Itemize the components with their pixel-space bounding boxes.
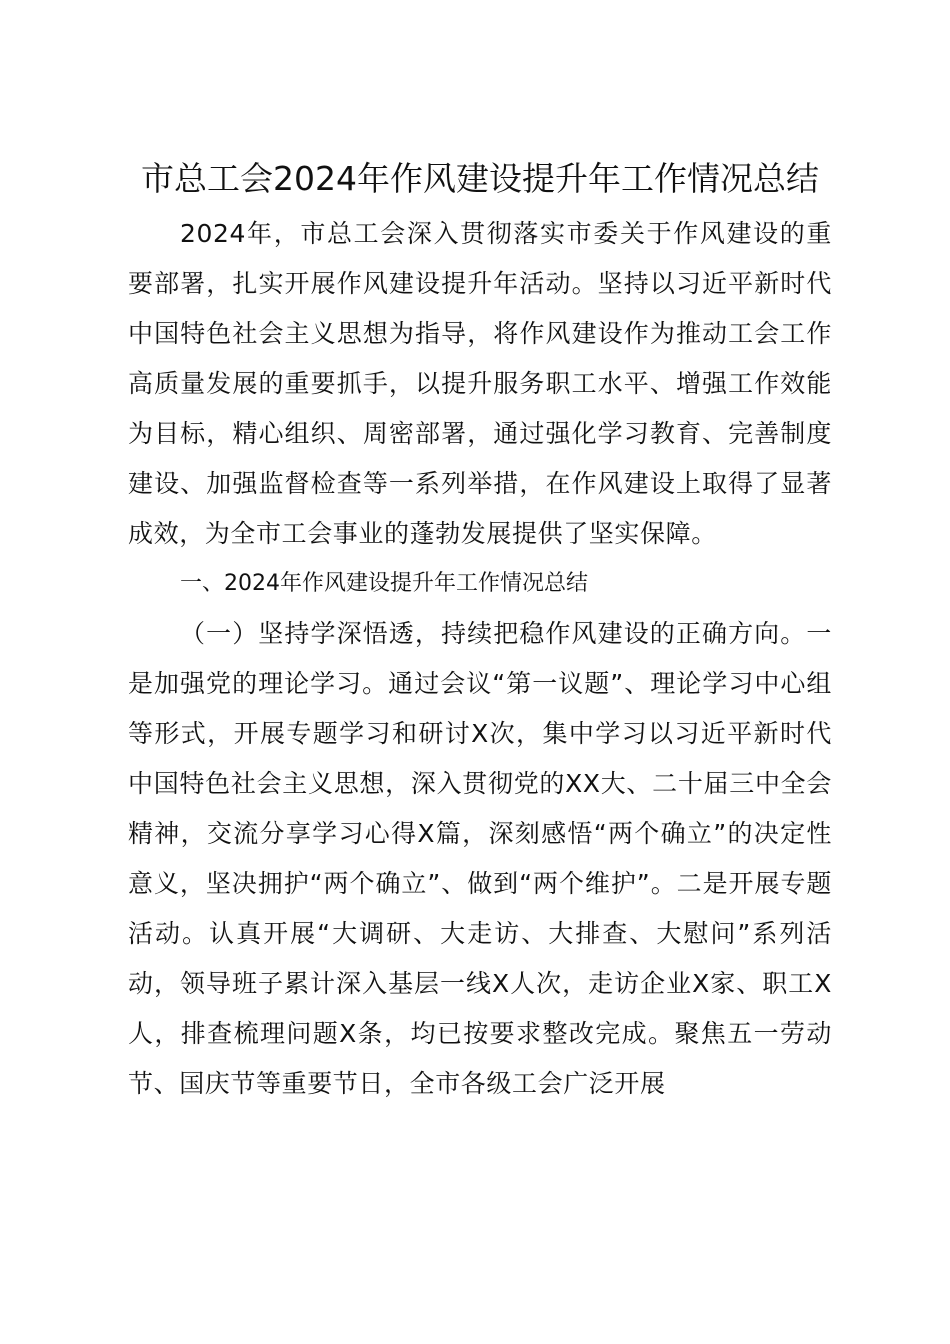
section-paragraph: （一）坚持学深悟透，持续把稳作风建设的正确方向。一是加强党的理论学习。通过会议“第一议题”、理论学习中心组等形式，开展专题学习和研讨X次，集中学习以习近平新时代中国特色社会主义思想，深入贯彻党的XX大、二十届三中全会精神，交流分享学习心得X篇，深刻感悟“两个确立”的决定性意义，坚决拥护“两个确立”、做到“两个维护”。二是开展专题活动。认真开展“大调研、大走访、大排查、大慰问”系列活动，领导班子累计深入基层一线X人次，走访企业X家、职工X人，排查梳理问题X条，均已按要求整改完成。聚焦五一劳动节、国庆节等重要节日，全市各级工会广泛开展 [128, 619, 832, 1098]
section-heading: 一、2024年作风建设提升年工作情况总结 [180, 571, 588, 596]
intro-paragraph: 2024年，市总工会深入贯彻落实市委关于作风建设的重要部署，扎实开展作风建设提升年活动。坚持以习近平新时代中国特色社会主义思想为指导，将作风建设作为推动工会工作高质量发展的重要抓手，以提升服务职工水平、增强工作效能为目标，精心组织、周密部署，通过强化学习教育、完善制度建设、加强监督检查等一系列举措，在作风建设上取得了显著成效，为全市工会事业的蓬勃发展提供了坚实保障。 [128, 219, 832, 548]
document-title: 市总工会2024年作风建设提升年工作情况总结 [141, 159, 819, 198]
document-body [128, 156, 832, 1109]
